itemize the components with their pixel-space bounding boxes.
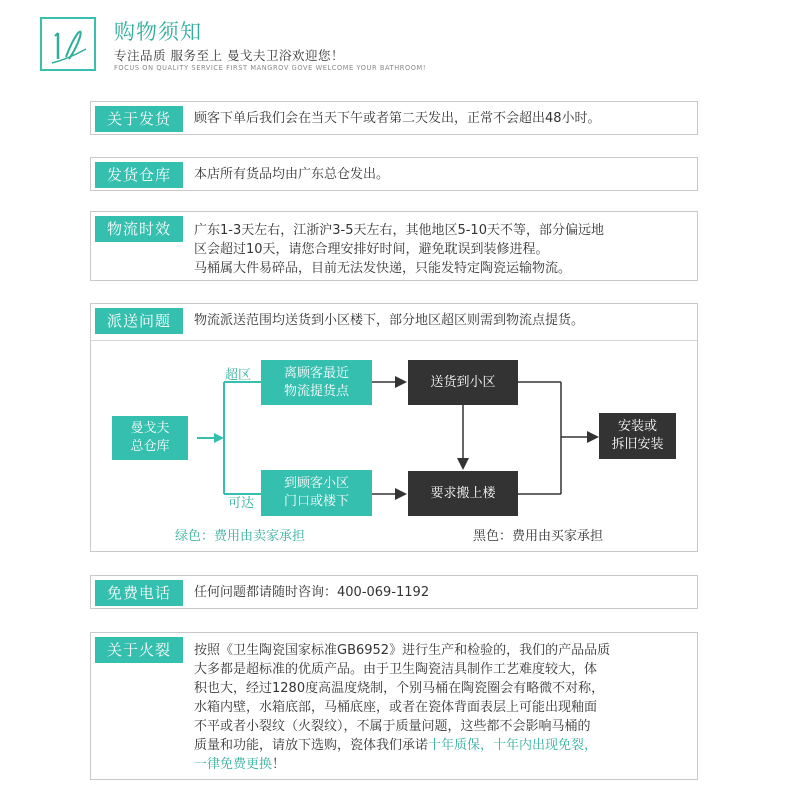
section-text: 顾客下单后我们会在当天下午或者第二天发出，正常不会超出48小时。 bbox=[194, 111, 601, 126]
page-subtitle-english: FOCUS ON QUALITY SERVICE FIRST MANGROV GOVE WELCOME YOUR BATHROOM! bbox=[114, 64, 427, 72]
text-line: 区会超过10天，请您合理安排好时间，避免耽误到装修进程。 bbox=[194, 242, 549, 257]
text-line: 不平或者小裂纹（火裂纹），不属于质量问题，这些都不会影响马桶的 bbox=[194, 719, 591, 734]
text-line: 按照《卫生陶瓷国家标准GB6952》进行生产和检验的，我们的产品品质 bbox=[194, 643, 611, 658]
deliver-to-community-node: 送货到小区 bbox=[408, 360, 518, 405]
pickup-point-node: 离顾客最近 物流提货点 bbox=[261, 360, 372, 405]
section-tag: 免费电话 bbox=[95, 580, 183, 606]
section-warehouse bbox=[90, 157, 698, 191]
install-node: 安装或 拆旧安装 bbox=[599, 413, 676, 459]
page-subtitle: 专注品质 服务至上 曼戈夫卫浴欢迎您！ bbox=[114, 48, 344, 63]
section-crack bbox=[90, 632, 698, 780]
section-text: 物流派送范围均送货到小区楼下，部分地区超区则需到物流点提货。 bbox=[194, 313, 585, 328]
section-tag: 关于发货 bbox=[95, 106, 183, 132]
logo bbox=[40, 17, 96, 71]
carry-upstairs-node: 要求搬上楼 bbox=[408, 471, 518, 516]
warehouse-node: 曼戈夫 总仓库 bbox=[112, 416, 188, 460]
section-phone bbox=[90, 575, 698, 609]
free-replace-highlight: 一律免费更换 bbox=[194, 757, 273, 772]
page-title: 购物须知 bbox=[114, 20, 202, 44]
warranty-highlight: 十年质保，十年内出现免裂， bbox=[428, 738, 598, 753]
text-line: 马桶属大件易碎品，目前无法发快递，只能发特定陶瓷运输物流。 bbox=[194, 261, 572, 276]
text-line: 一律免费更换！ bbox=[194, 757, 286, 772]
legend-black: 黑色：费用由买家承担 bbox=[473, 529, 604, 544]
text-line: 积也大，经过1280度高温度烧制，个别马桶在陶瓷圈会有略微不对称， bbox=[194, 681, 605, 696]
text-line: 质量和功能，请放下选购，瓷体我们承诺十年质保，十年内出现免裂， bbox=[194, 738, 598, 753]
reachable-label: 可达 bbox=[228, 496, 255, 511]
logo-mark-icon bbox=[42, 19, 94, 69]
door-delivery-node: 到顾客小区 门口或楼下 bbox=[261, 470, 372, 516]
section-logistics bbox=[90, 211, 698, 281]
section-text bbox=[194, 221, 604, 278]
section-text: 任何问题都请随时咨询：400-069-1192 bbox=[194, 585, 430, 600]
section-tag: 物流时效 bbox=[95, 216, 183, 242]
section-tag: 关于火裂 bbox=[95, 637, 183, 663]
section-text bbox=[194, 641, 610, 774]
section-tag: 发货仓库 bbox=[95, 162, 183, 188]
text-line: 大多都是超标准的优质产品。由于卫生陶瓷洁具制作工艺难度较大，体 bbox=[194, 662, 598, 677]
legend-green: 绿色：费用由卖家承担 bbox=[175, 529, 306, 544]
text-line: 广东1-3天左右，江浙沪3-5天左右，其他地区5-10天不等，部分偏远地 bbox=[194, 223, 604, 238]
section-text: 本店所有货品均由广东总仓发出。 bbox=[194, 167, 390, 182]
text-line: 水箱内壁，水箱底部，马桶底座，或者在瓷体背面表层上可能出现釉面 bbox=[194, 700, 598, 715]
over-zone-label: 超区 bbox=[225, 368, 252, 383]
section-tag: 派送问题 bbox=[95, 308, 183, 334]
section-shipping bbox=[90, 101, 698, 135]
section-delivery bbox=[90, 303, 698, 552]
